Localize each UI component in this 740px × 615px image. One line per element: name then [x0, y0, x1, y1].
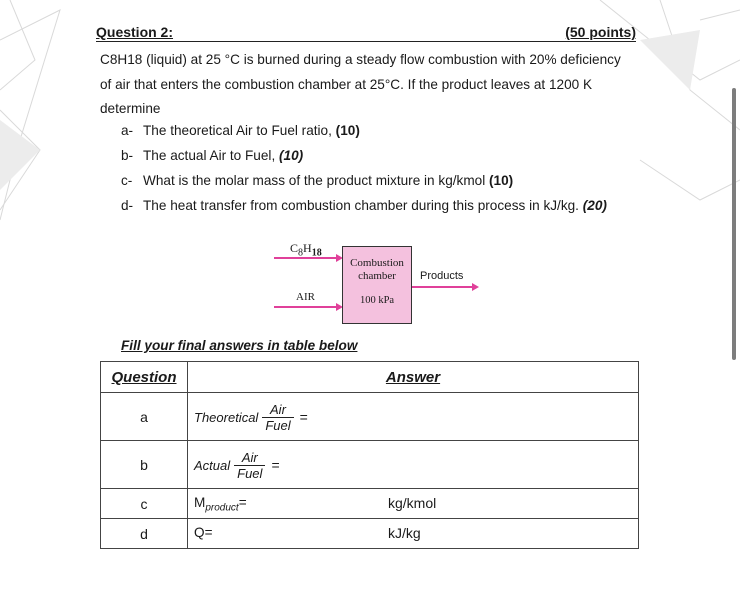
- part-marks: (10): [489, 173, 514, 188]
- row-question-d: d: [101, 519, 188, 549]
- question-points: (50 points): [565, 24, 636, 40]
- part-text: The heat transfer from combustion chamber during this process in kJ/kg.: [143, 198, 583, 213]
- part-marks: (20): [582, 198, 607, 213]
- table-row: [101, 441, 639, 489]
- chamber-label: [343, 257, 411, 283]
- products-label: Products: [420, 270, 464, 282]
- fuel-formula-c: C: [290, 241, 299, 255]
- answer-cell-a[interactable]: [188, 393, 639, 441]
- air-label: AIR: [296, 291, 315, 303]
- expr-subscript: product: [205, 502, 239, 514]
- row-question-b: b: [101, 441, 188, 489]
- answer-cell-c[interactable]: [188, 489, 639, 519]
- expr-prefix: Theoretical: [194, 409, 259, 425]
- part-b: [121, 146, 607, 171]
- fraction-air-fuel: [234, 450, 265, 481]
- expr-prefix: M: [194, 495, 206, 510]
- part-c: [121, 171, 607, 196]
- answers-heading: Fill your final answers in table below: [121, 338, 358, 353]
- statement-line-1: C8H18 (liquid) at 25 °C is burned during a steady flow combustion with 20% deficiency: [100, 52, 621, 67]
- fuel-formula-h: H: [303, 241, 312, 255]
- part-text: What is the molar mass of the product mixture in kg/kmol: [143, 173, 490, 188]
- fraction-denominator: Fuel: [234, 465, 265, 481]
- row-question-c: c: [101, 489, 188, 519]
- part-text: The theoretical Air to Fuel ratio,: [143, 123, 336, 138]
- part-text: The actual Air to Fuel,: [143, 148, 280, 163]
- answer-cell-b[interactable]: [188, 441, 639, 489]
- question-title: [96, 24, 636, 42]
- answer-cell-d[interactable]: [188, 519, 639, 549]
- unit-label-d: kJ/kg: [388, 525, 421, 541]
- fuel-label: [290, 241, 322, 258]
- part-a: [121, 121, 607, 146]
- fraction-denominator: Fuel: [262, 417, 293, 433]
- vertical-scrollbar[interactable]: [732, 88, 736, 360]
- row-question-a: a: [101, 393, 188, 441]
- equals-sign: =: [238, 495, 247, 510]
- header-answer: Answer: [188, 362, 639, 393]
- part-label: c-: [121, 173, 133, 188]
- answers-table: [100, 361, 639, 549]
- fraction-numerator: Air: [270, 401, 286, 417]
- table-row: [101, 393, 639, 441]
- problem-statement: [100, 48, 648, 122]
- part-marks: (10): [335, 123, 360, 138]
- statement-line-2: of air that enters the combustion chamber at 25°C. If the product leaves at 1200 K: [100, 76, 593, 92]
- equals-sign: =: [299, 409, 308, 425]
- question-parts: [121, 121, 607, 221]
- fraction-air-fuel: [262, 402, 293, 433]
- part-marks: (10): [279, 148, 304, 163]
- part-d: [121, 196, 607, 221]
- chamber-line-2: chamber: [358, 270, 396, 282]
- table-row: [101, 489, 639, 519]
- expr-prefix: Actual: [194, 457, 231, 473]
- statement-line-3: determine: [100, 101, 161, 116]
- header-question: Question: [101, 362, 188, 393]
- combustion-diagram: [260, 236, 500, 326]
- answer-expression-c: [194, 495, 247, 514]
- chamber-line-1: Combustion: [350, 257, 404, 269]
- question-title-text: Question 2:: [96, 24, 174, 40]
- fraction-numerator: Air: [241, 449, 258, 465]
- part-label: b-: [121, 148, 134, 163]
- fuel-formula-sub1: 8: [298, 247, 304, 259]
- combustion-chamber-box: [342, 246, 412, 324]
- answer-expression-d: Q=: [194, 525, 213, 540]
- answer-expression-a: [194, 397, 308, 437]
- chamber-pressure: 100 kPa: [359, 295, 395, 306]
- part-label: d-: [121, 198, 134, 213]
- product-outlet-arrowhead: [472, 283, 479, 291]
- table-row: [101, 519, 639, 549]
- part-label: a-: [121, 123, 134, 138]
- equals-sign: =: [271, 457, 280, 473]
- fuel-formula-sub2: 18: [311, 247, 322, 259]
- unit-label-c: kg/kmol: [388, 495, 437, 511]
- answer-expression-b: [194, 445, 280, 485]
- table-header-row: [101, 362, 639, 393]
